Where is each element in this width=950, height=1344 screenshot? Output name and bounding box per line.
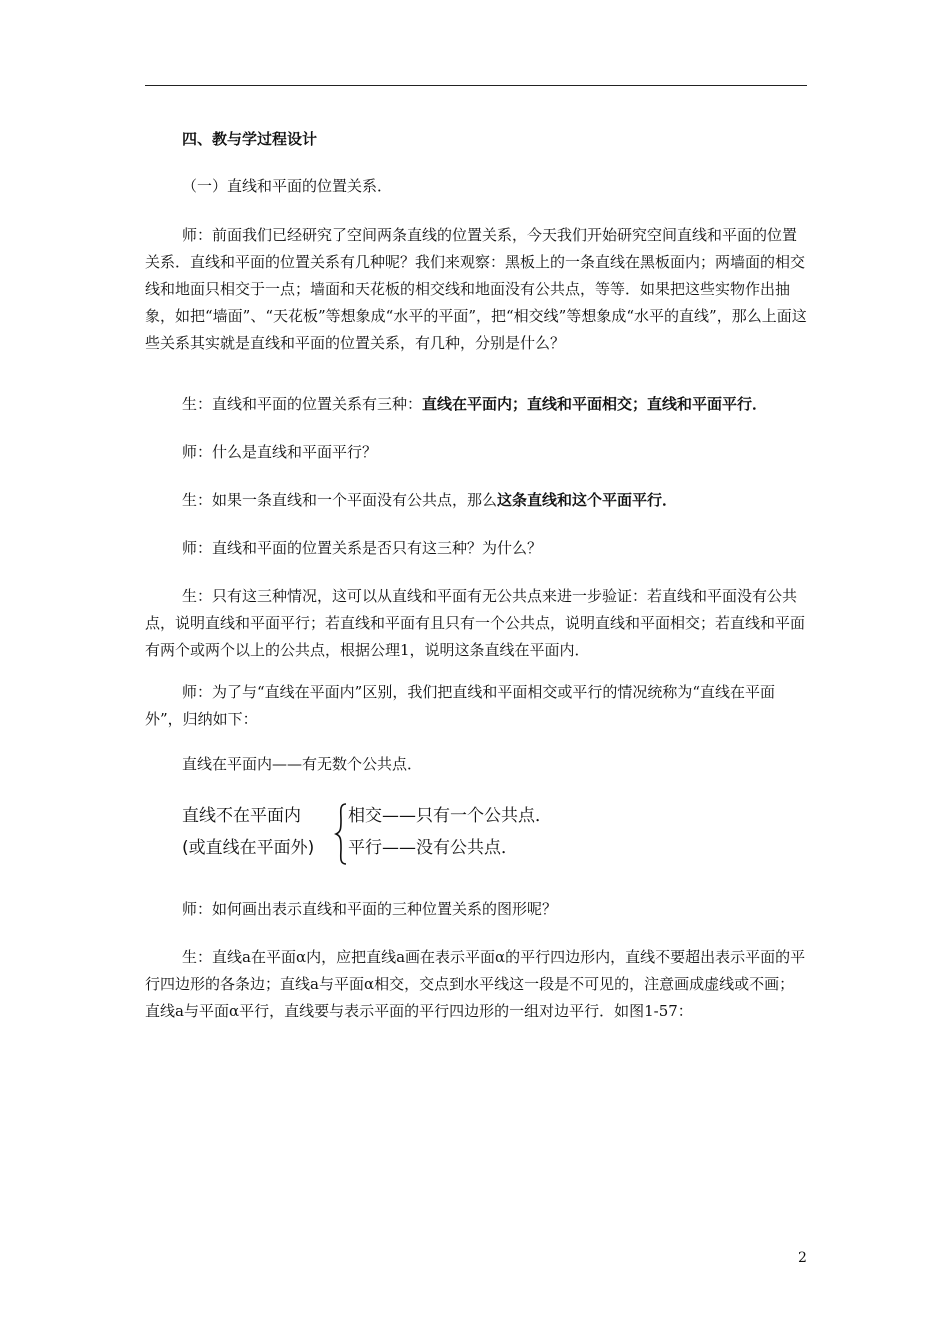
subsection-title: （一）直线和平面的位置关系． bbox=[182, 177, 393, 195]
brace-right-items bbox=[348, 800, 552, 864]
section-heading: 四、教与学过程设计 bbox=[182, 130, 318, 148]
paragraph-student-answer-1 bbox=[145, 392, 807, 416]
paragraph-line-in-plane: 直线在平面内——有无数个公共点． bbox=[182, 755, 423, 773]
curly-brace-icon bbox=[334, 802, 348, 866]
header-rule bbox=[145, 85, 807, 86]
paragraph-student-answer-2 bbox=[145, 488, 807, 512]
brace-left-line-2: (或直线在平面外) bbox=[182, 838, 315, 858]
student-answer-1-text: 生：直线和平面的位置关系有三种： bbox=[182, 395, 423, 413]
paragraph-student-answer-4: 生：直线a在平面α内，应把直线a画在表示平面α的平行四边形内，直线不要超出表示平面的平行四边形的各条边；直线a与平面α相交，交点到水平线这一段是不可见的，注意画成虚线或不画；直线a与平面α平行，直线要与表示平面的平行四边形的一组对边平行．如图1-57： bbox=[145, 948, 806, 1020]
brace-left-line-1: 直线不在平面内 bbox=[182, 806, 301, 826]
paragraph-student-answer-3: 生：只有这三种情况，这可以从直线和平面有无公共点来进一步验证：若直线和平面没有公共点，说明直线和平面平行；若直线和平面有且只有一个公共点，说明直线和平面相交；若直线和平面有两个或两个以上的公共点，根据公理1，说明这条直线在平面内． bbox=[145, 587, 806, 659]
paragraph-teacher-summary: 师：为了与“直线在平面内”区别，我们把直线和平面相交或平行的情况统称为“直线在平面外”，归纳如下： bbox=[145, 683, 776, 728]
paragraph-teacher-question-2: 师：什么是直线和平面平行？ bbox=[182, 443, 378, 461]
student-answer-1-bold: 直线在平面内；直线和平面相交；直线和平面平行． bbox=[422, 395, 768, 413]
classification-brace-block bbox=[182, 800, 602, 870]
brace-left-labels bbox=[182, 800, 314, 864]
paragraph-teacher-question-3: 师：直线和平面的位置关系是否只有这三种？为什么？ bbox=[182, 539, 543, 557]
brace-right-line-1: 相交——只有一个公共点． bbox=[348, 806, 552, 826]
paragraph-teacher-intro: 师：前面我们已经研究了空间两条直线的位置关系，今天我们开始研究空间直线和平面的位置关系．直线和平面的位置关系有几种呢？我们来观察：黑板上的一条直线在黑板面内；两墙面的相交线和地面只相交于一点；墙面和天花板的相交线和地面没有公共点，等等．如果把这些实物作出抽象，如把“墙面”、“天花板”等想象成“水平的平面”，把“相交线”等想象成“水平的直线”，那么上面这些关系其实就是直线和平面的位置关系，有几种，分别是什么？ bbox=[145, 226, 807, 352]
brace-right-line-2: 平行——没有公共点． bbox=[348, 838, 518, 858]
paragraph-teacher-question-4: 师：如何画出表示直线和平面的三种位置关系的图形呢？ bbox=[182, 900, 558, 918]
page-number: 2 bbox=[798, 1250, 807, 1266]
student-answer-2-text: 生：如果一条直线和一个平面没有公共点，那么 bbox=[182, 491, 498, 509]
student-answer-2-bold: 这条直线和这个平面平行． bbox=[497, 491, 678, 509]
